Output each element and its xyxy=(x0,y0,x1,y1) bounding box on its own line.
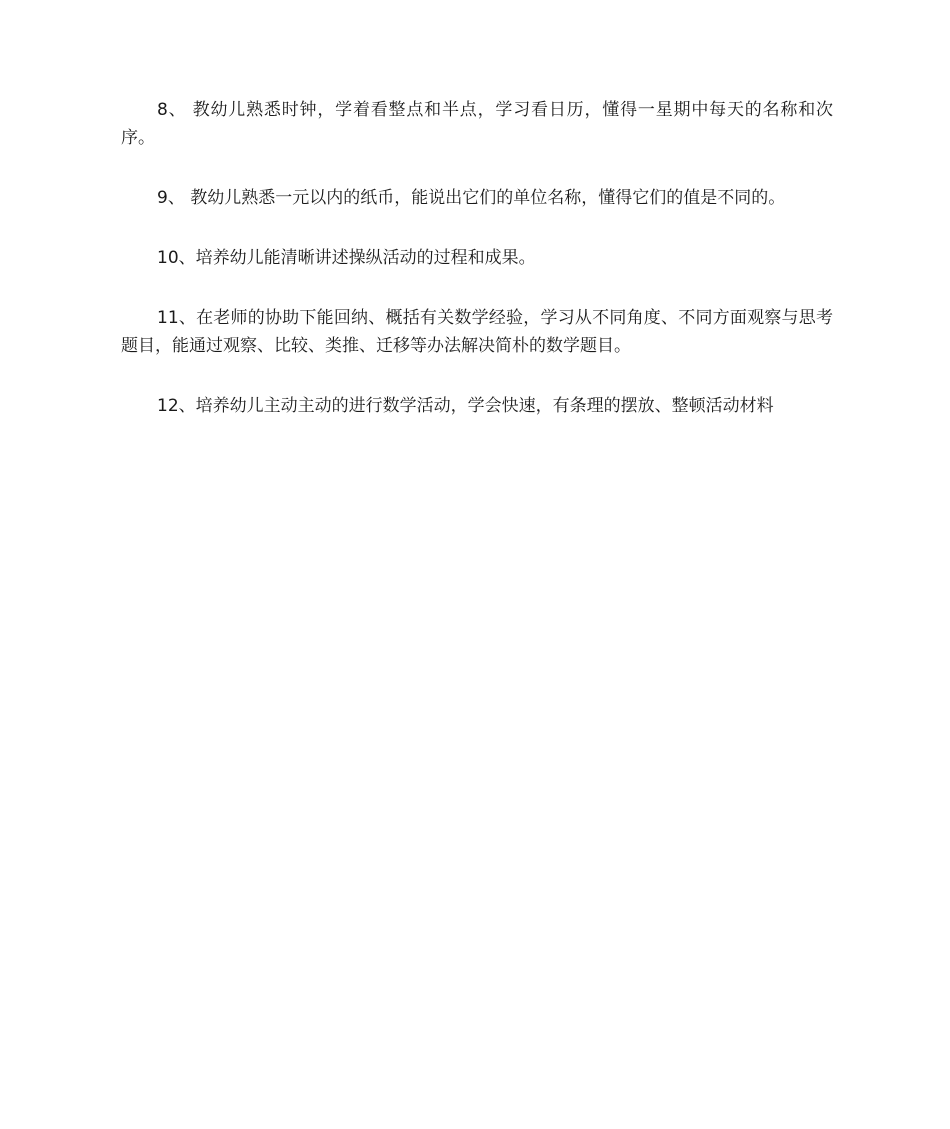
paragraph-item-9: 9、 教幼儿熟悉一元以内的纸币，能说出它们的单位名称，懂得它们的值是不同的。 xyxy=(157,188,786,208)
paragraph-item-10: 10、培养幼儿能清晰讲述操纵活动的过程和成果。 xyxy=(157,248,536,268)
paragraph-item-11: 11、在老师的协助下能回纳、概括有关数学经验，学习从不同角度、不同方面观察与思考题目，能通过观察、比较、类推、迁移等办法解决简朴的数学题目。 xyxy=(121,308,833,356)
document-body xyxy=(121,96,833,452)
paragraph-item-12: 12、培养幼儿主动主动的进行数学活动，学会快速，有条理的摆放、整顿活动材料 xyxy=(157,396,774,416)
paragraph-item-8: 8、 教幼儿熟悉时钟，学着看整点和半点，学习看日历，懂得一星期中每天的名称和次序。 xyxy=(121,100,833,148)
